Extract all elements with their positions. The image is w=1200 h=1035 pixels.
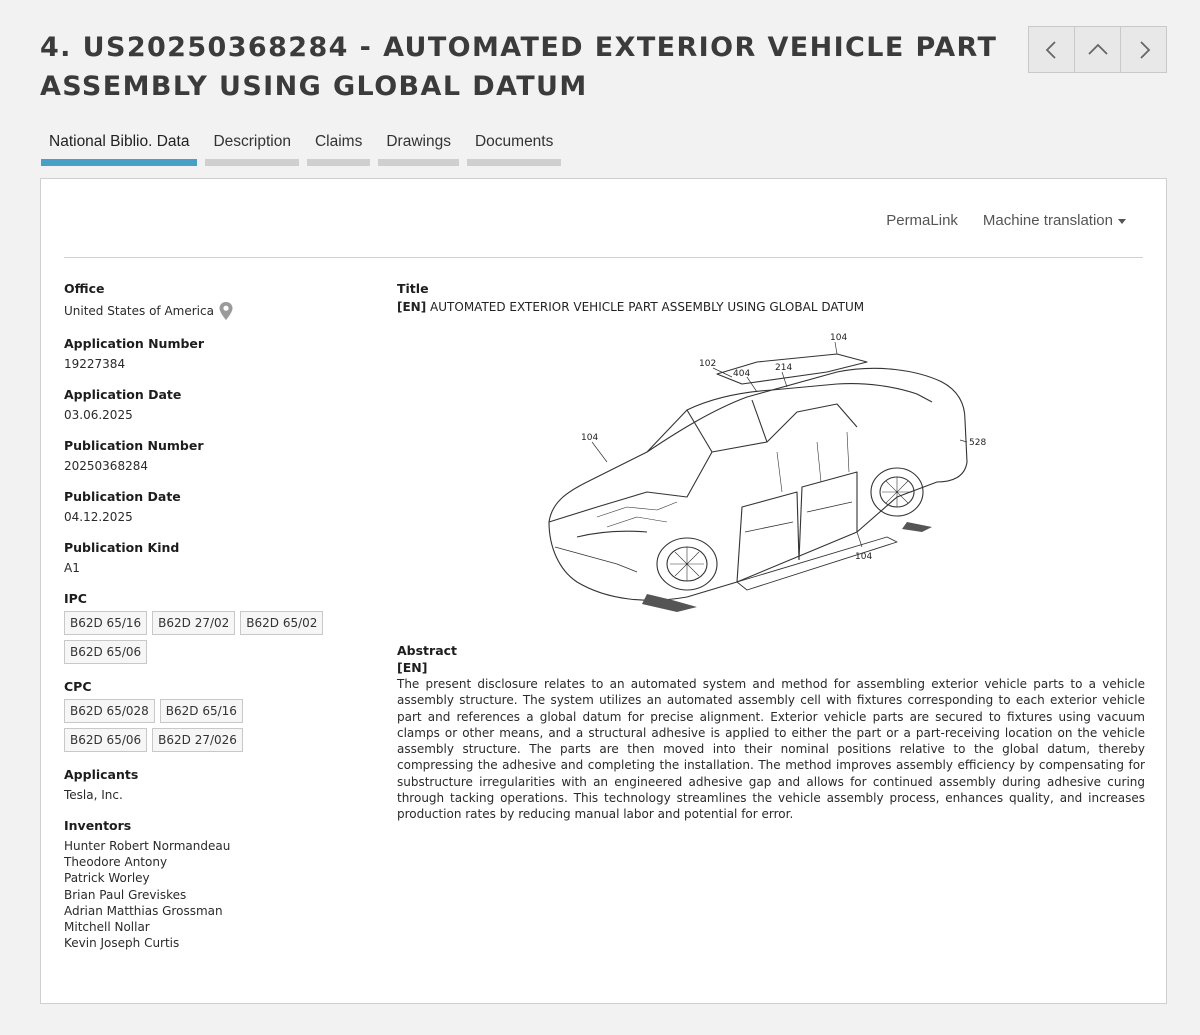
field-value: A1 (64, 561, 80, 575)
tab-indicator (307, 159, 370, 166)
figure-ref-label: 104 (830, 333, 848, 343)
application-date-field (64, 386, 364, 423)
field-value: Tesla, Inc. (64, 788, 123, 802)
tab-label: Claims (314, 133, 363, 150)
ipc-code-chip[interactable]: B62D 65/16 (64, 611, 147, 635)
title-line (397, 300, 1145, 314)
publication-number-field (64, 437, 364, 474)
figure-ref-label: 102 (699, 359, 717, 369)
figure-ref-label: 404 (733, 369, 751, 379)
machine-translation-label: Machine translation (982, 212, 1113, 229)
tab-claims[interactable] (307, 128, 370, 166)
divider (64, 257, 1143, 258)
cpc-code-chip[interactable]: B62D 65/16 (160, 699, 243, 723)
figure-ref-label: 104 (581, 433, 599, 443)
ipc-chips (64, 611, 326, 664)
inventor-name: Kevin Joseph Curtis (64, 936, 180, 951)
figure-ref-label: 214 (775, 363, 793, 373)
tab-indicator (378, 159, 459, 166)
map-pin-icon[interactable] (218, 301, 234, 321)
field-value: 19227384 (64, 357, 126, 371)
cpc-code-chip[interactable]: B62D 27/026 (152, 728, 243, 752)
inventor-name: Adrian Matthias Grossman (64, 903, 223, 918)
cpc-code-chip[interactable]: B62D 65/06 (64, 728, 147, 752)
cpc-code-chip[interactable]: B62D 65/028 (64, 699, 155, 723)
biblio-fields (64, 280, 364, 965)
chevron-up-icon (1087, 39, 1109, 61)
chevron-left-icon (1041, 39, 1063, 61)
tab-label: Description (213, 133, 291, 150)
patent-drawing[interactable] (537, 332, 997, 632)
office-field (64, 280, 364, 321)
field-value: 20250368284 (64, 459, 148, 473)
tab-indicator (41, 159, 197, 166)
inventor-name: Theodore Antony (64, 855, 168, 870)
field-label: Applicants (64, 767, 139, 782)
field-value: 04.12.2025 (64, 510, 133, 524)
inventor-name: Patrick Worley (64, 871, 150, 886)
field-label: Publication Date (64, 489, 181, 504)
record-details (397, 280, 1145, 835)
previous-record-button[interactable] (1029, 27, 1075, 72)
cpc-chips (64, 699, 326, 752)
application-number-field (64, 335, 364, 372)
publication-kind-field (64, 539, 364, 576)
inventors-field (64, 817, 364, 951)
tab-label: Documents (474, 133, 554, 150)
inventor-name: Brian Paul Greviskes (64, 887, 187, 902)
machine-translation-dropdown[interactable] (983, 212, 1126, 229)
field-label: Office (64, 281, 105, 296)
publication-date-field (64, 488, 364, 525)
abstract-section (397, 642, 1145, 823)
title-language: [EN] (397, 300, 427, 314)
ipc-code-chip[interactable]: B62D 27/02 (152, 611, 235, 635)
ipc-field (64, 590, 364, 664)
tab-label: National Biblio. Data (49, 133, 190, 150)
field-value: 03.06.2025 (64, 408, 133, 422)
abstract-language: [EN] (397, 660, 428, 675)
record-tabs (41, 128, 561, 166)
cpc-field (64, 678, 364, 752)
field-label: Application Number (64, 336, 205, 351)
figure-ref-label: 528 (969, 438, 987, 448)
field-label: IPC (64, 591, 87, 606)
office-value: United States of America (64, 304, 214, 318)
tab-indicator (467, 159, 561, 166)
office-value-row (64, 301, 364, 321)
field-label: Inventors (64, 818, 132, 833)
title-label: Title (397, 281, 429, 296)
next-record-button[interactable] (1121, 27, 1166, 72)
field-label: Application Date (64, 387, 182, 402)
figure-ref-label: 104 (855, 552, 873, 562)
ipc-code-chip[interactable]: B62D 65/02 (240, 611, 323, 635)
record-navigation (1028, 26, 1167, 73)
chevron-right-icon (1133, 39, 1155, 61)
tab-documents[interactable] (467, 128, 561, 166)
tab-description[interactable] (205, 128, 299, 166)
field-label: CPC (64, 679, 92, 694)
abstract-text: The present disclosure relates to an automated system and method for assembling exterior vehicle parts to a vehicle assembly structure. The system utilizes an automated assembly cell with fixtures corresponding to each exterior vehicle part and references a global datum for precise alignment. Exterior vehicle parts are secured to fixtures using vacuum clamps or other means, and a structural adhesive is applied to either the part or a part-receiving location on the vehicle assembly structure. The parts are then moved into their nominal positions relative to the global datum, thereby compressing the adhesive and completing the installation. The method improves assembly efficiency by compensating for substructure irregularities with an engineered adhesive gap and allows for continued assembly during adhesive curing through tacking operations. This technology streamlines the vehicle assembly process, enhances quality, and increases production rates by reducing manual labor and potential for error. (397, 677, 1145, 822)
permalink-link[interactable]: PermaLink (886, 212, 958, 229)
field-label: Publication Kind (64, 540, 180, 555)
panel-tools (886, 212, 1126, 229)
inventor-name: Hunter Robert Normandeau (64, 839, 231, 853)
back-to-results-button[interactable] (1075, 27, 1121, 72)
tab-indicator (205, 159, 299, 166)
caret-down-icon (1118, 219, 1126, 224)
inventor-name: Mitchell Nollar (64, 920, 150, 935)
tab-national-biblio-data[interactable] (41, 128, 197, 166)
tab-label: Drawings (386, 133, 451, 150)
field-label: Publication Number (64, 438, 204, 453)
tab-drawings[interactable] (378, 128, 459, 166)
abstract-label: Abstract (397, 643, 458, 658)
page-title: 4. US20250368284 - AUTOMATED EXTERIOR VEHICLE PART ASSEMBLY USING GLOBAL DATUM (40, 32, 998, 102)
title-text: AUTOMATED EXTERIOR VEHICLE PART ASSEMBLY USING GLOBAL DATUM (430, 300, 865, 314)
applicants-field (64, 766, 364, 803)
ipc-code-chip[interactable]: B62D 65/06 (64, 640, 147, 664)
biblio-panel (40, 178, 1167, 1004)
